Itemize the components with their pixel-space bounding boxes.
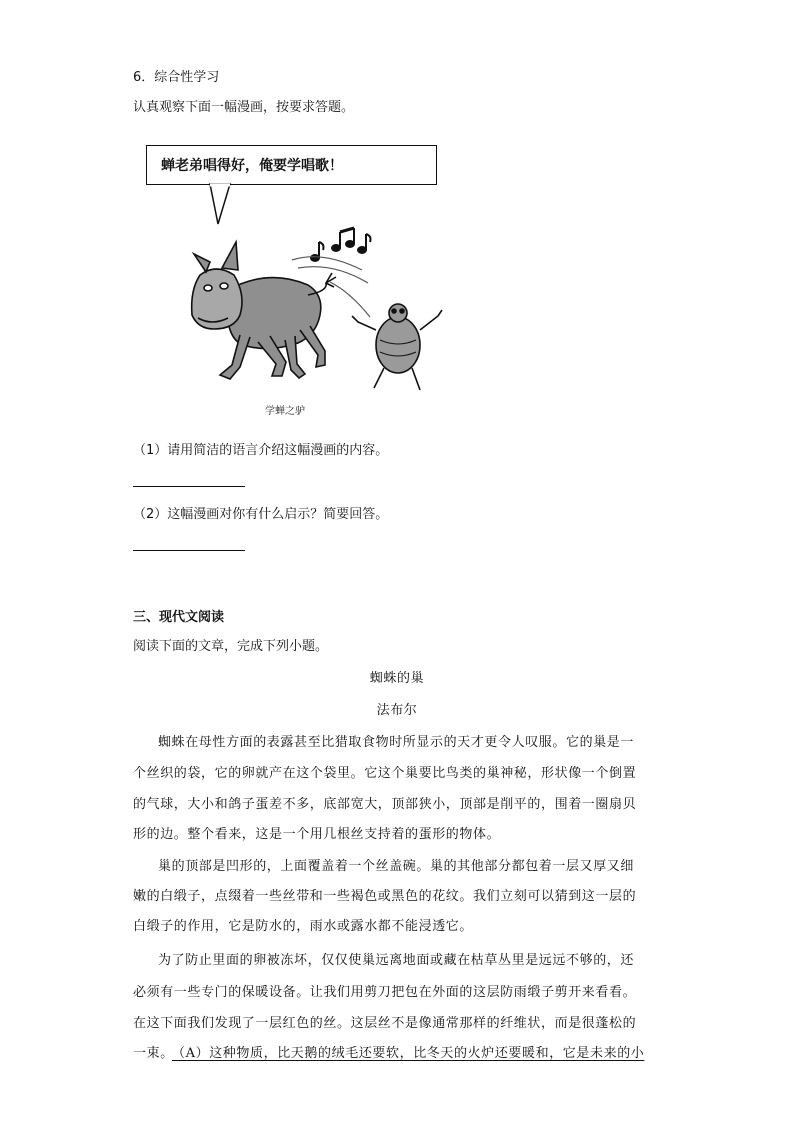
article-line: 必须有一些专门的保暖设备。让我们用剪刀把包在外面的这层防雨缎子剪开来看看。 [133, 985, 637, 1000]
article-line: 蜘蛛在母性方面的表露甚至比猎取食物时所显示的天才更令人叹服。它的巢是一 [158, 735, 635, 750]
article-line-underlined: （A）这种物质，比天鹅的绒毛还要软，比冬天的火炉还要暖和，它是未来的小 [172, 1046, 645, 1061]
article-line: 形的边。整个看来，这是一个用几根丝支持着的蛋形的物体。 [133, 827, 501, 842]
music-notes-icon [311, 228, 371, 261]
article-line: 个丝织的袋，它的卵就产在这个袋里。它这个巢要比鸟类的巢神秘，形状像一个倒置 [133, 766, 637, 781]
question-instruction: 认真观察下面一幅漫画，按要求答题。 [133, 100, 355, 115]
article-line: 嫩的白缎子，点缀着一些丝带和一些褐色或黑色的花纹。我们立刻可以猜到这一层的 [133, 889, 637, 904]
article-title: 蜘蛛的巢 [369, 671, 425, 686]
comic-caption: 学蝉之驴 [265, 406, 305, 417]
article-line: 在这下面我们发现了一层红色的丝。这层丝不是像通常那样的纤维状，而是很蓬松的 [133, 1016, 637, 1031]
answer-blank-2[interactable] [133, 550, 245, 551]
comic-illustration [140, 180, 460, 405]
cicada-illustration [352, 304, 442, 390]
question-title: 6．综合性学习 [133, 70, 220, 85]
section-heading: 三、现代文阅读 [133, 610, 225, 625]
article-line: 白缎子的作用，它是防水的，雨水或露水都不能浸透它。 [133, 919, 474, 934]
article-author: 法布尔 [376, 703, 418, 718]
sub-question-1: （1）请用简洁的语言介绍这幅漫画的内容。 [133, 443, 389, 458]
article-line: 为了防止里面的卵被冻坏，仅仅使巢远离地面或藏在枯草丛里是远远不够的，还 [158, 953, 635, 968]
section-instruction: 阅读下面的文章，完成下列小题。 [133, 639, 329, 654]
speech-bubble-text: 蝉老弟唱得好，俺要学唱歌！ [161, 158, 343, 174]
speech-bubble-tail [210, 184, 230, 224]
speech-bubble [146, 145, 437, 185]
article-line: 的气球，大小和鸽子蛋差不多，底部宽大，顶部狭小，顶部是削平的，围着一圈扇贝 [133, 797, 637, 812]
article-line: 巢的顶部是凹形的，上面覆盖着一个丝盖碗。巢的其他部分都包着一层又厚又细 [158, 859, 635, 874]
donkey-illustration [192, 242, 336, 379]
sub-question-2: （2）这幅漫画对你有什么启示？简要回答。 [133, 507, 389, 522]
answer-blank-1[interactable] [133, 486, 245, 487]
article-line: 一束。 [133, 1046, 174, 1061]
